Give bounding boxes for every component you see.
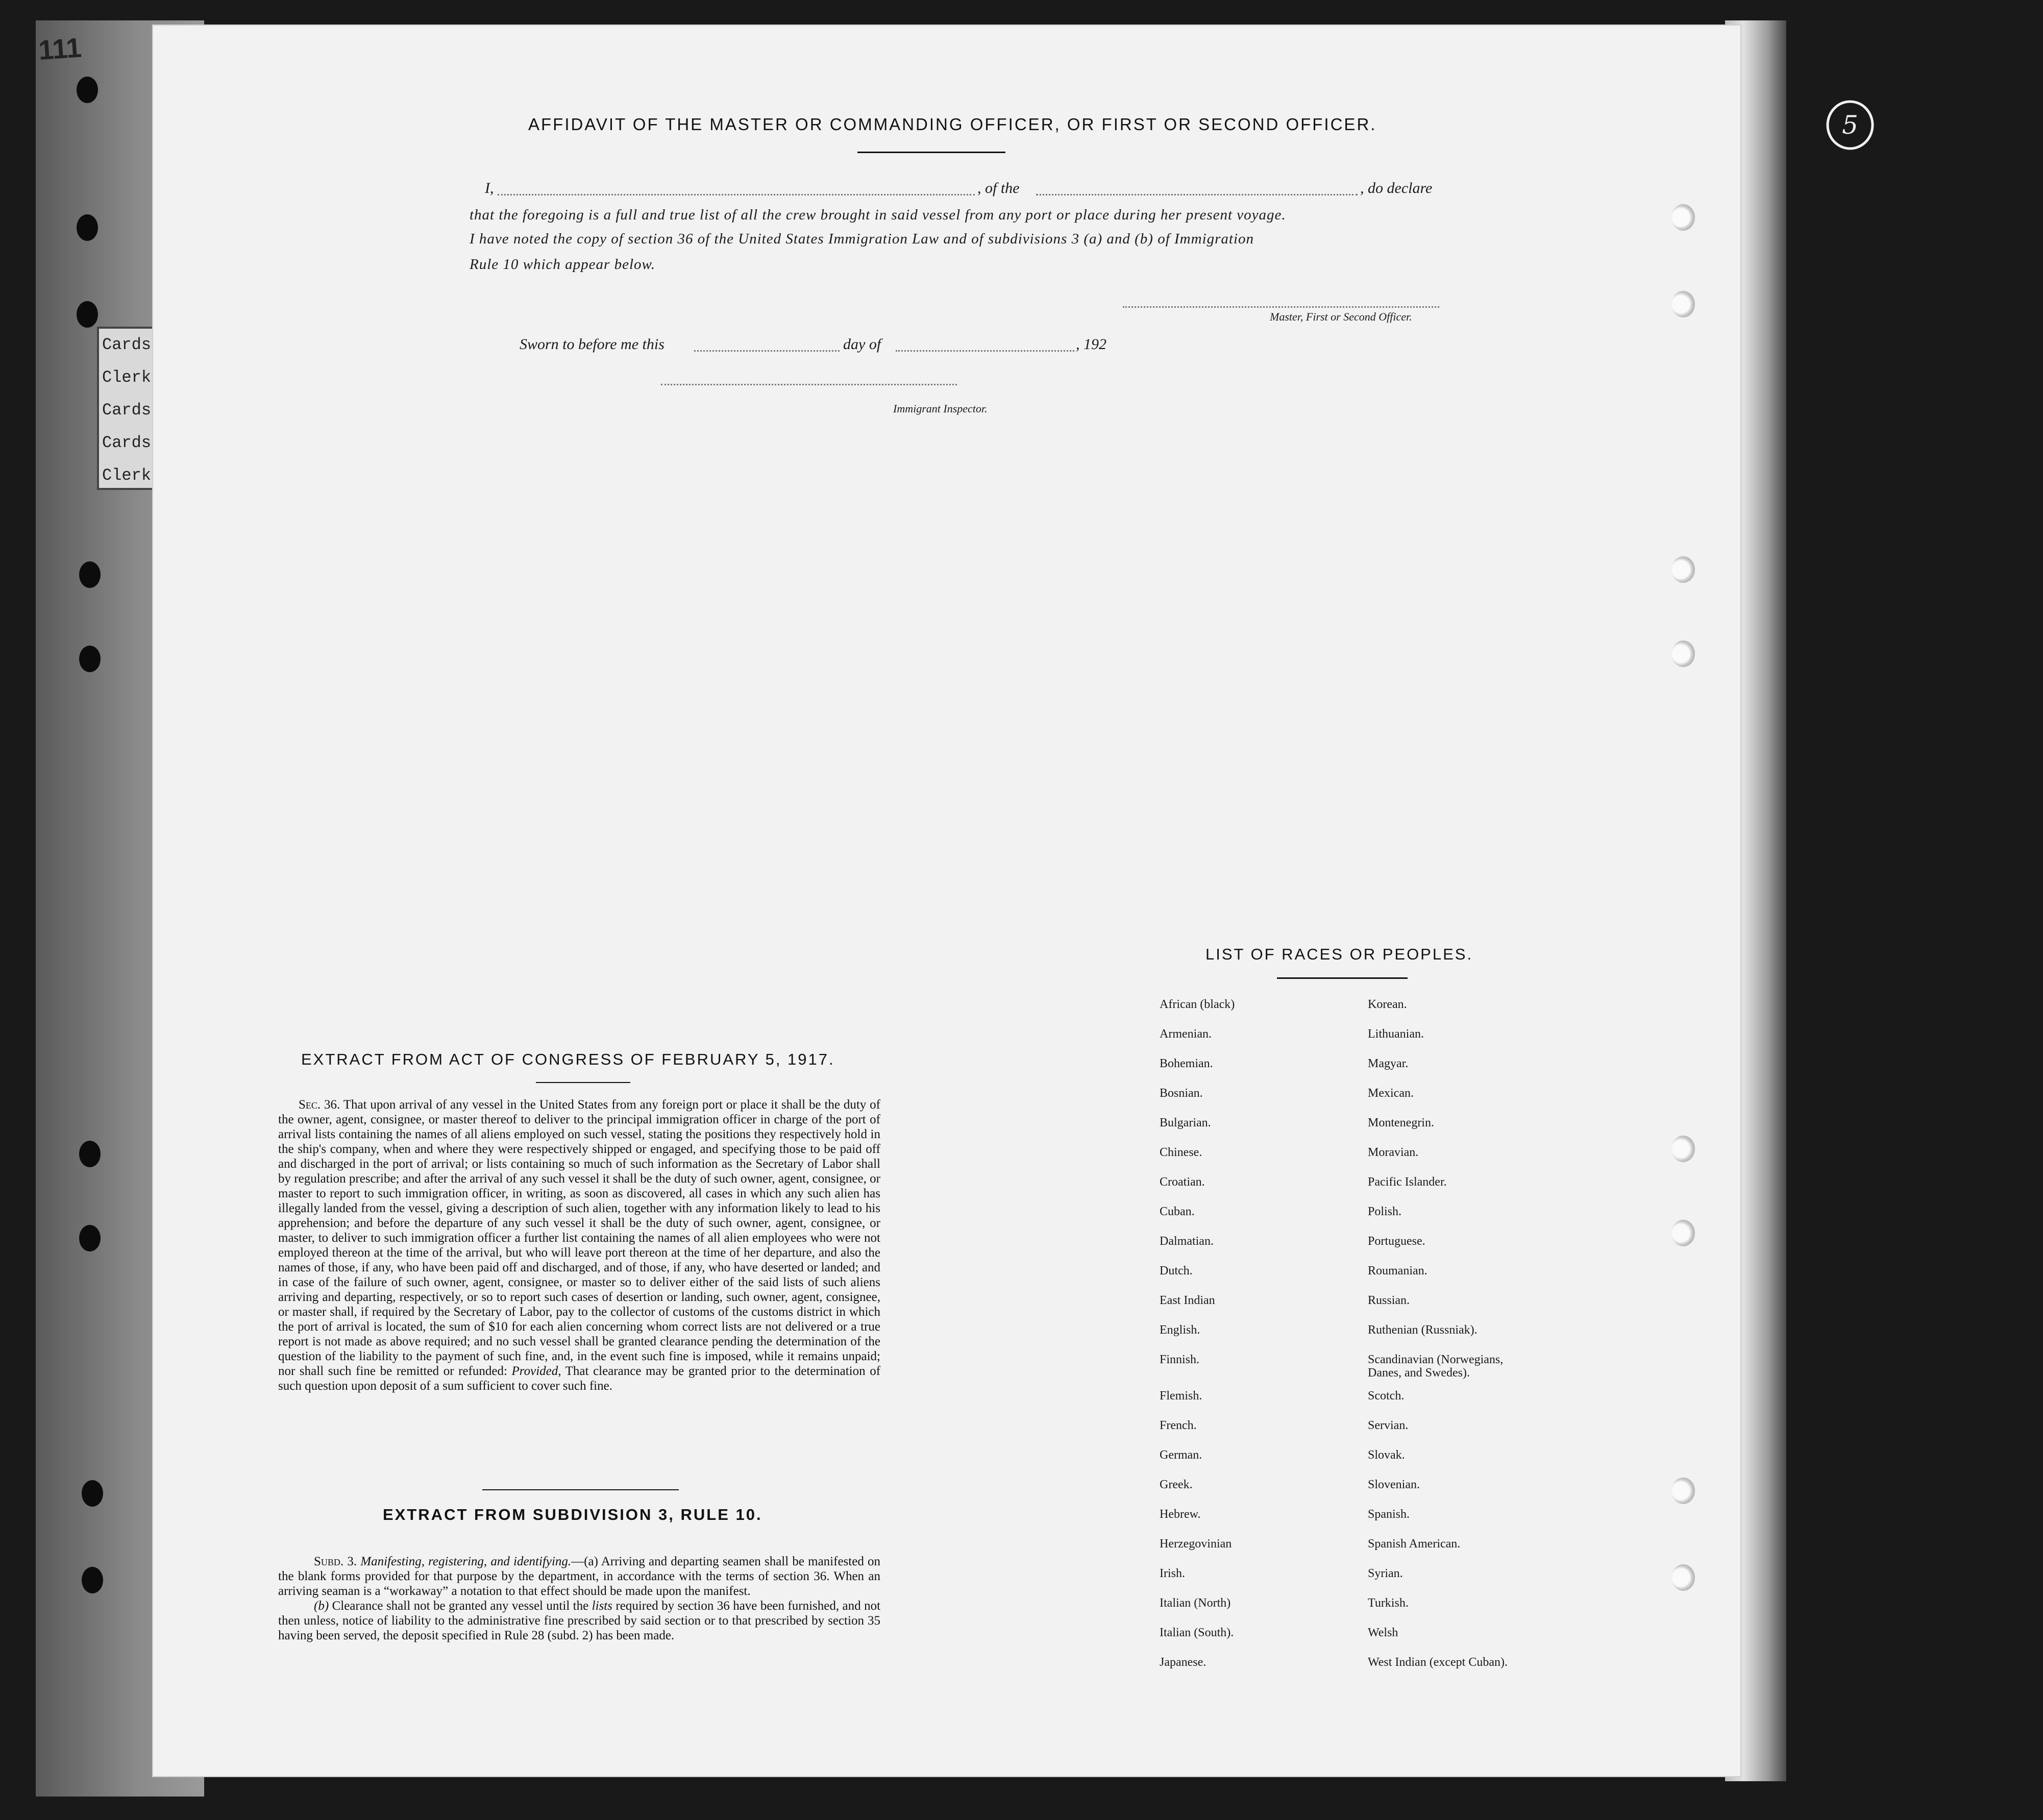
- punch-hole: [1671, 556, 1695, 583]
- race-item: Servian.: [1368, 1419, 1409, 1432]
- inspector-label: Immigrant Inspector.: [893, 402, 988, 415]
- race-item: Dutch.: [1160, 1264, 1193, 1277]
- race-item: Cuban.: [1160, 1205, 1195, 1218]
- binding-hole: [79, 561, 101, 588]
- subdivision-3-text: [278, 1554, 880, 1643]
- day-of-text: day of: [843, 336, 881, 353]
- race-item: Scotch.: [1368, 1389, 1405, 1403]
- stamp-line: Cards: [102, 401, 152, 420]
- binding-hole: [77, 301, 98, 328]
- sec-36-end: That clearance may be granted prior to the determination of such question upon deposit of a sum sufficient to cover such fine.: [278, 1364, 881, 1393]
- race-item: Syrian.: [1368, 1567, 1403, 1580]
- race-item: Italian (South).: [1160, 1626, 1234, 1639]
- race-item: Polish.: [1368, 1205, 1402, 1218]
- race-item: Roumanian.: [1368, 1264, 1427, 1277]
- sec-36-body: That upon arrival of any vessel in the United States from any foreign port or place it shall be the duty of the owner, agent, consignee, or master thereof to deliver to the principal immigration officer in charge of the port of arrival lists containing the names of all aliens employed on such vessel, stating the positions they respectively hold in the ship's company, when and where they were respectively shipped or engaged, and specifying those to be paid off and discharged in the port of arrival; or lists containing so much of such information as the Secretary of Labor shall by regulation prescribe; and after the arrival of any such vessel it shall be the duty of such owner, agent, consignee, or master to report to such immigration officer, in writing, as soon as discovered, all cases in which any such alien has illegally landed from the vessel, giving a description of such alien, together with any information likely to lead to his apprehension; and before the departure of any such vessel it shall be the duty of such owner, agent, consignee, or master, to deliver to such immigration officer a further list containing the names of all alien employees who were not employed thereon at the time of the arrival, but who will leave port thereon at the time of her departure, and also the names of those, if any, who have been paid off and discharged, and of those, if any, who have deserted or landed; and in case of the failure of such owner, agent, consignee, or master so to deliver either of the said lists of such aliens arriving and departing, respectively, or so to report such cases of desertion or landing, such owner, agent, consignee, or master shall, if required by the Secretary of Labor, pay to the collector of customs of the customs district in which the port of arrival is located, the sum of $10 for each alien concerning whom correct lists are not delivered or a true report is not made as above required; and no such vessel shall be granted clearance pending the determination of the question of the liability to the payment of such fine, and, in the event such fine is imposed, while it remains unpaid; nor shall such fine be remitted or refunded:: [278, 1098, 880, 1378]
- race-item: Bosnian.: [1160, 1087, 1203, 1100]
- affidavit-of-the: , of the: [977, 180, 1020, 196]
- race-item: Croatian.: [1160, 1175, 1205, 1189]
- race-item: Scandinavian (Norwegians, Danes, and Swedes).: [1368, 1353, 1504, 1380]
- sworn-month-line[interactable]: [896, 350, 1074, 352]
- affidavit-i: I,: [485, 180, 494, 196]
- affidavit-line-3: I have noted the copy of section 36 of the United States Immigration Law and of subdivisions 3 (a) and (b) of Immigration: [470, 231, 1254, 247]
- race-item: Turkish.: [1368, 1596, 1409, 1610]
- affidavit-title: AFFIDAVIT OF THE MASTER OR COMMANDING OFFICER, OR FIRST OR SECOND OFFICER.: [528, 115, 1377, 134]
- signature-label: Master, First or Second Officer.: [1270, 310, 1412, 323]
- race-item: African (black): [1160, 998, 1235, 1011]
- race-item: Moravian.: [1368, 1146, 1419, 1159]
- handwritten-page-mark: [1822, 97, 1878, 153]
- race-item: Herzegovinian: [1160, 1537, 1232, 1551]
- subd-b-lists: lists: [592, 1599, 612, 1613]
- race-item: Greek.: [1160, 1478, 1193, 1491]
- binding-hole: [82, 1480, 103, 1507]
- race-item: Korean.: [1368, 998, 1407, 1011]
- race-item: Slovak.: [1368, 1448, 1405, 1462]
- subd-b-paragraph: [278, 1598, 880, 1643]
- binding-hole: [77, 214, 98, 241]
- extract-divider: [482, 1489, 679, 1490]
- punch-hole: [1671, 1478, 1695, 1504]
- race-item: Spanish.: [1368, 1508, 1410, 1521]
- provided-word: Provided,: [511, 1364, 561, 1378]
- race-item: Pacific Islander.: [1368, 1175, 1447, 1189]
- affidavit-do-declare: , do declare: [1360, 180, 1433, 196]
- stamp-line: Cards: [102, 433, 152, 452]
- race-item: Flemish.: [1160, 1389, 1202, 1403]
- binding-hole: [79, 1141, 101, 1167]
- race-item: Irish.: [1160, 1567, 1185, 1580]
- race-item: Welsh: [1368, 1626, 1398, 1639]
- race-item: Spanish American.: [1368, 1537, 1461, 1551]
- punch-hole: [1671, 204, 1695, 231]
- title-rule: [857, 152, 1005, 153]
- extract2-title: EXTRACT FROM SUBDIVISION 3, RULE 10.: [383, 1506, 762, 1523]
- race-item: Mexican.: [1368, 1087, 1414, 1100]
- race-item: French.: [1160, 1419, 1197, 1432]
- races-title: LIST OF RACES OR PEOPLES.: [1205, 945, 1473, 963]
- subd-b-label: (b): [314, 1599, 329, 1613]
- race-item: Finnish.: [1160, 1353, 1200, 1366]
- races-title-rule: [1277, 977, 1408, 979]
- vessel-field-line[interactable]: [1036, 194, 1358, 195]
- affidavit-line-2: that the foregoing is a full and true list of all the crew brought in said vessel from any port or place during her present voyage.: [470, 207, 1286, 223]
- binding-hole: [79, 646, 101, 672]
- clerk-stamp: [97, 327, 158, 490]
- subd-label: Subd. 3.: [314, 1555, 357, 1568]
- inspector-signature-line[interactable]: [661, 384, 957, 385]
- subd-b-text-1: Clearance shall not be granted any vessel until the: [332, 1599, 589, 1613]
- section-36-text: [278, 1097, 880, 1393]
- binding-hole: [79, 1225, 101, 1251]
- extract1-title: EXTRACT FROM ACT OF CONGRESS OF FEBRUARY 5, 1917.: [301, 1050, 835, 1068]
- race-item: Lithuanian.: [1368, 1027, 1424, 1041]
- punch-hole: [1671, 1136, 1695, 1162]
- race-item: Hebrew.: [1160, 1508, 1201, 1521]
- page-mark-text: 5: [1842, 110, 1858, 140]
- race-item: Ruthenian (Russniak).: [1368, 1323, 1478, 1337]
- year-text: , 192: [1076, 336, 1106, 353]
- binding-hole: [82, 1567, 103, 1593]
- stamp-line: Cards: [102, 335, 152, 354]
- extract1-rule: [536, 1082, 630, 1083]
- race-item: Magyar.: [1368, 1057, 1409, 1070]
- race-item: Bohemian.: [1160, 1057, 1213, 1070]
- race-item: Slovenian.: [1368, 1478, 1420, 1491]
- stamp-line: Clerk: [102, 368, 152, 387]
- race-item: Chinese.: [1160, 1146, 1202, 1159]
- subd-heading: Manifesting, registering, and identifying.: [360, 1555, 572, 1568]
- race-item: Armenian.: [1160, 1027, 1212, 1041]
- race-item: Montenegrin.: [1368, 1116, 1434, 1129]
- punch-hole: [1671, 641, 1695, 667]
- race-item: German.: [1160, 1448, 1202, 1462]
- stamp-top-number: 111: [37, 32, 83, 66]
- stamp-line: Clerk: [102, 466, 152, 485]
- master-signature-line[interactable]: [1123, 306, 1439, 308]
- race-item: Portuguese.: [1368, 1235, 1425, 1248]
- sworn-day-line[interactable]: [694, 350, 840, 352]
- punch-hole: [1671, 291, 1695, 317]
- race-item: Russian.: [1368, 1294, 1410, 1307]
- race-item: Japanese.: [1160, 1656, 1207, 1669]
- punch-hole: [1671, 1220, 1695, 1246]
- race-item: West Indian (except Cuban).: [1368, 1656, 1508, 1669]
- binding-hole: [77, 77, 98, 103]
- race-item: Dalmatian.: [1160, 1235, 1214, 1248]
- subd-a-paragraph: [278, 1554, 880, 1598]
- subd-b-text-2: required by section 36 have been furnished, and not then unless, notice of liability to the administrative fine prescribed by said section or to that prescribed by section 35 having been served, the deposit specified in Rule 28 (subd. 2) has been made.: [278, 1599, 881, 1642]
- affidavit-line-4: Rule 10 which appear below.: [470, 256, 655, 273]
- name-field-line[interactable]: [498, 194, 975, 195]
- subd-a-text: —(a) Arriving and departing seamen shall be manifested on the blank forms provided for that purpose by the department, in accordance with the terms of section 36. When an arriving seaman is a “workaway” a notation to that effect should be made upon the manifest.: [278, 1555, 880, 1598]
- sworn-text: Sworn to before me this: [520, 336, 664, 353]
- punch-hole: [1671, 1564, 1695, 1591]
- race-item: English.: [1160, 1323, 1200, 1337]
- race-item: Italian (North): [1160, 1596, 1231, 1610]
- sec-label: Sec. 36.: [299, 1098, 340, 1112]
- race-item: East Indian: [1160, 1294, 1215, 1307]
- race-item: Bulgarian.: [1160, 1116, 1211, 1129]
